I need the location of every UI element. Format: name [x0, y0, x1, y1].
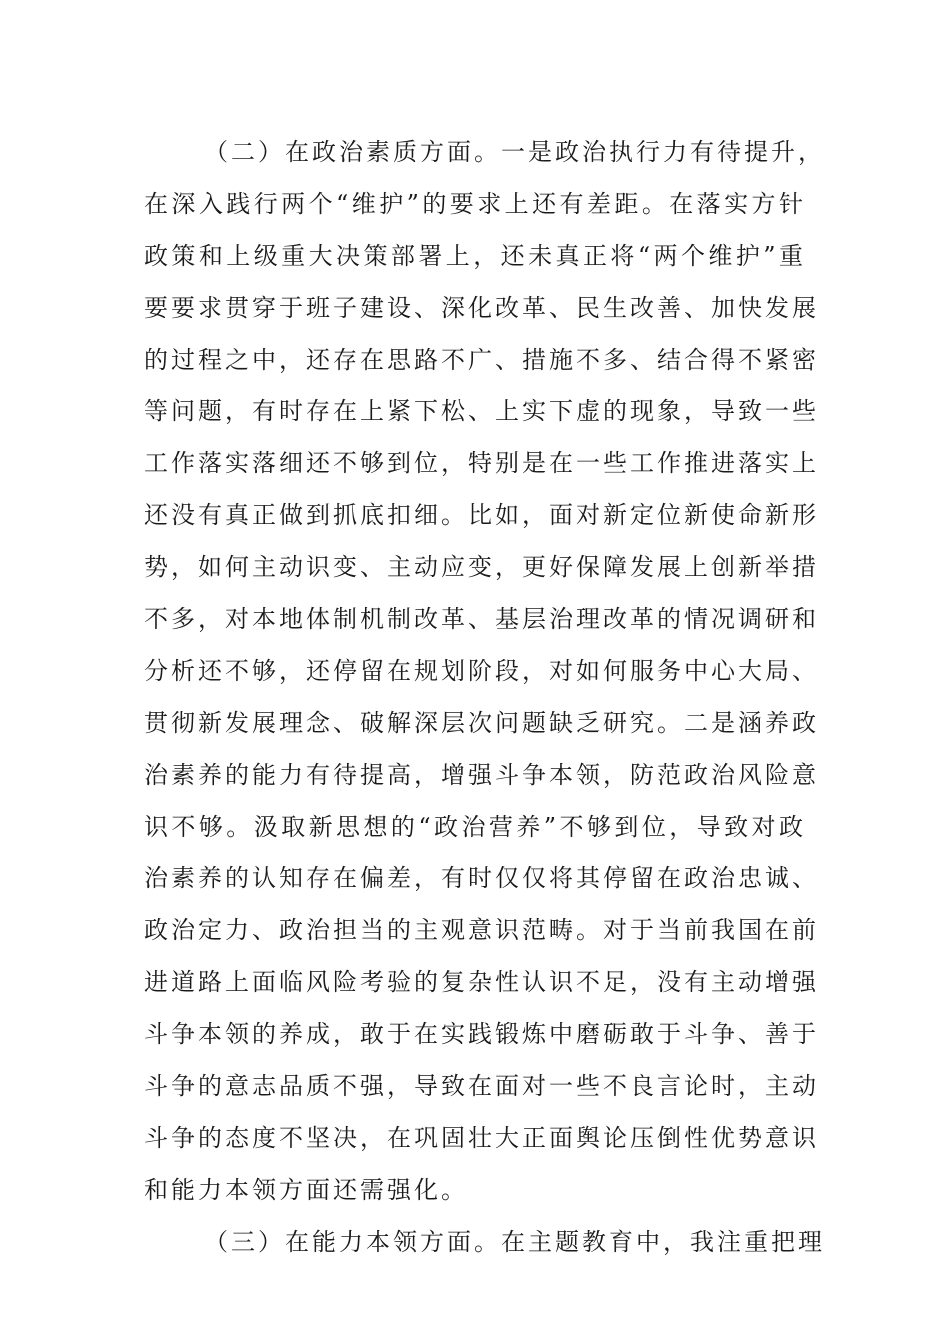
paragraph-line: 识不够。汲取新思想的“政治营养”不够到位，导致对政 [144, 812, 806, 841]
paragraph-line: 等问题，有时存在上紧下松、上实下虚的现象，导致一些 [144, 397, 819, 426]
paragraph-line: 贯彻新发展理念、破解深层次问题缺乏研究。二是涵养政 [144, 708, 819, 737]
paragraph-line: 的过程之中，还存在思路不广、措施不多、结合得不紧密 [144, 345, 819, 374]
document-body [144, 127, 825, 1269]
paragraph-line: 在深入践行两个“维护”的要求上还有差距。在落实方针 [144, 189, 806, 218]
paragraph-line: 工作落实落细还不够到位，特别是在一些工作推进落实上 [144, 449, 819, 478]
paragraph-line: 政策和上级重大决策部署上，还未真正将“两个维护”重 [144, 241, 806, 270]
paragraph-line: 不多，对本地体制机制改革、基层治理改革的情况调研和 [144, 605, 819, 634]
paragraph-line: 斗争的态度不坚决，在巩固壮大正面舆论压倒性优势意识 [144, 1123, 819, 1152]
paragraph-line: （二）在政治素质方面。一是政治执行力有待提升， [204, 138, 825, 166]
paragraph-line: 和能力本领方面还需强化。 [144, 1175, 468, 1204]
paragraph-line: 治素养的能力有待提高，增强斗争本领，防范政治风险意 [144, 760, 819, 789]
paragraph-line: （三）在能力本领方面。在主题教育中，我注重把理 [204, 1227, 825, 1256]
paragraph-line: 势，如何主动识变、主动应变，更好保障发展上创新举措 [144, 553, 819, 582]
paragraph-line: 要要求贯穿于班子建设、深化改革、民生改善、加快发展 [144, 293, 819, 322]
paragraph-line: 进道路上面临风险考验的复杂性认识不足，没有主动增强 [144, 968, 819, 997]
paragraph-line: 斗争本领的养成，敢于在实践锻炼中磨砺敢于斗争、善于 [144, 1020, 819, 1049]
paragraph-line: 治素养的认知存在偏差，有时仅仅将其停留在政治忠诚、 [144, 864, 819, 893]
paragraph-line: 分析还不够，还停留在规划阶段，对如何服务中心大局、 [144, 656, 819, 685]
paragraph-line: 政治定力、政治担当的主观意识范畴。对于当前我国在前 [144, 916, 819, 945]
paragraph-line: 斗争的意志品质不强，导致在面对一些不良言论时，主动 [144, 1072, 819, 1101]
paragraph-line: 还没有真正做到抓底扣细。比如，面对新定位新使命新形 [144, 501, 819, 530]
